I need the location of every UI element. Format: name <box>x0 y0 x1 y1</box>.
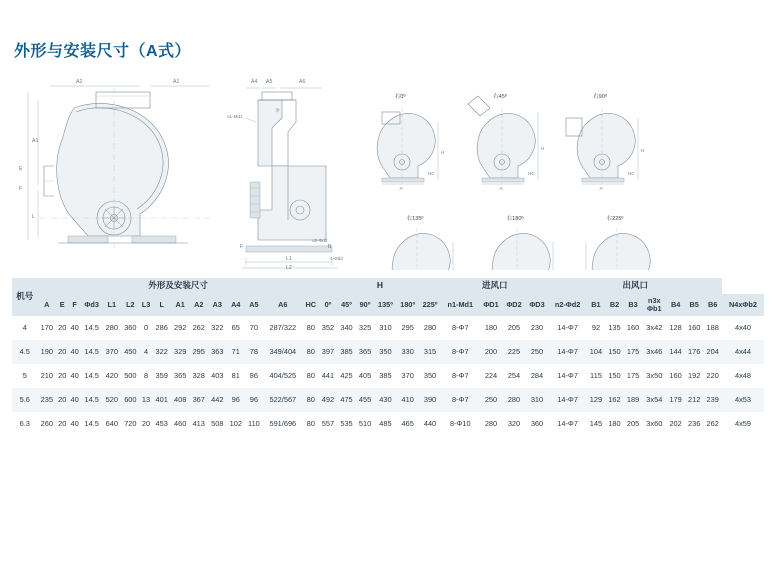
col-h0: 0º <box>319 294 338 316</box>
left-elevation-view <box>19 79 210 250</box>
cell: 370 <box>103 340 122 364</box>
cell: 14.5 <box>84 370 99 380</box>
cell: 365 <box>356 340 375 364</box>
cell: 102 <box>229 418 242 428</box>
cell: 401 <box>152 388 171 412</box>
cell: 4x44 <box>722 340 764 364</box>
cell: 350 <box>423 370 437 380</box>
cell: 110 <box>248 418 260 428</box>
cell: 20 <box>56 340 68 364</box>
col-A2: A2 <box>189 294 208 316</box>
cell: 600 <box>121 388 140 412</box>
cell: 328 <box>192 370 205 380</box>
svg-text:E: E <box>19 166 23 172</box>
orientation-view-0 <box>377 92 444 191</box>
col-B5: B5 <box>685 294 704 316</box>
cell: 508 <box>211 418 224 428</box>
cell: 180 <box>608 418 621 428</box>
cell: 239 <box>703 388 722 412</box>
cell: 175 <box>626 370 640 380</box>
cell: 8-Φ10 <box>449 418 471 428</box>
cell: 14.5 <box>81 388 103 412</box>
cell: 80 <box>306 322 315 332</box>
cell: 360 <box>124 322 137 332</box>
cell: 150 <box>608 370 621 380</box>
cell: 14.5 <box>81 340 103 364</box>
col-PhiD1: ΦD1 <box>479 294 502 316</box>
cell: 175 <box>624 340 643 364</box>
cell: 442 <box>208 388 227 412</box>
svg-text:A: A <box>399 186 403 191</box>
cell: 224 <box>484 370 498 380</box>
cell: 70 <box>249 322 259 332</box>
svg-text:右135º: 右135º <box>406 216 424 222</box>
cell: 205 <box>626 418 640 428</box>
cell: 212 <box>685 388 704 412</box>
cell: 370 <box>401 370 414 380</box>
cell: 455 <box>356 388 375 412</box>
cell: 287/322 <box>269 322 297 332</box>
cell: 262 <box>192 322 205 332</box>
svg-text:L1: L1 <box>286 256 292 262</box>
col-B1: B1 <box>587 294 606 316</box>
cell: 413 <box>192 418 205 428</box>
cell: 4x59 <box>734 418 751 428</box>
svg-text:A4: A4 <box>251 79 258 85</box>
col-Phid3: Φd3 <box>81 294 103 316</box>
col-L1: L1 <box>103 294 122 316</box>
cell: 96 <box>227 388 246 412</box>
cell: 80 <box>303 340 319 364</box>
spec-table-wrap <box>12 278 764 436</box>
spec-table-body <box>12 316 764 436</box>
cell: 8-Φ7 <box>441 340 479 364</box>
cell: 135 <box>608 322 621 332</box>
cell: 3x42 <box>646 322 663 332</box>
cell: 557 <box>321 418 335 428</box>
drawing-area <box>10 70 766 270</box>
cell: 262 <box>706 418 719 428</box>
svg-text:F: F <box>19 186 23 192</box>
cell: 315 <box>419 340 441 364</box>
cell: 322 <box>152 340 171 364</box>
col-n3xPhib1: n3x Φb1 <box>642 294 666 316</box>
cell: 500 <box>124 370 137 380</box>
svg-text:右0º: 右0º <box>394 94 406 100</box>
cell-model: 5 <box>22 370 27 380</box>
cell: 322 <box>211 322 224 332</box>
table-group-header-row <box>12 278 764 294</box>
cell: 81 <box>231 370 240 380</box>
cell: 189 <box>624 388 643 412</box>
svg-text:右180º: 右180º <box>506 216 524 222</box>
svg-text:L2: L2 <box>286 265 292 270</box>
col-L: L <box>152 294 171 316</box>
cell: 115 <box>590 370 602 380</box>
cell: 260 <box>40 418 53 428</box>
cell: 365 <box>174 370 187 380</box>
table-column-header-row <box>12 294 764 316</box>
table-row <box>12 364 764 388</box>
cell: 360 <box>530 418 544 428</box>
cell: 460 <box>174 418 187 428</box>
cell: 40 <box>70 322 79 332</box>
cell: 20 <box>141 418 151 428</box>
cell: 13 <box>140 388 153 412</box>
group-header-dimensions: 外形及安装尺寸 <box>38 278 319 294</box>
cell: 385 <box>379 370 392 380</box>
col-B6: B6 <box>703 294 722 316</box>
svg-text:A1: A1 <box>32 138 39 144</box>
cell: 510 <box>358 418 372 428</box>
cell: 162 <box>605 388 624 412</box>
cell: 192 <box>687 370 701 380</box>
col-A6: A6 <box>263 294 303 316</box>
group-header-h: H <box>319 278 441 294</box>
cell: 465 <box>401 418 414 428</box>
cell: 40 <box>70 370 79 380</box>
cell: 295 <box>401 322 414 332</box>
cell: 210 <box>40 370 53 380</box>
cell: 150 <box>605 340 624 364</box>
cell: 349/404 <box>263 340 303 364</box>
col-A: A <box>38 294 57 316</box>
orientation-view-90 <box>566 92 644 191</box>
svg-text:伞: 伞 <box>275 108 280 113</box>
table-row <box>12 388 764 412</box>
cell: 202 <box>669 418 682 428</box>
cell: 205 <box>507 322 521 332</box>
col-h180: 180º <box>397 294 419 316</box>
cell: 0 <box>143 322 149 332</box>
cell: 80 <box>306 370 315 380</box>
cell: 284 <box>530 370 544 380</box>
orientation-view-225 <box>576 214 656 270</box>
table-row <box>12 412 764 436</box>
group-header-model: 机号 <box>12 278 38 316</box>
svg-text:A1: A1 <box>173 79 180 85</box>
cell: 14.5 <box>84 418 99 428</box>
orientation-view-45 <box>468 92 544 191</box>
cell: 220 <box>706 370 719 380</box>
svg-text:L: L <box>32 214 35 220</box>
cell: 390 <box>419 388 441 412</box>
orientation-view-180 <box>492 214 559 270</box>
svg-text:右90º: 右90º <box>593 94 607 100</box>
cell: 292 <box>174 322 187 332</box>
cell: 522/567 <box>263 388 303 412</box>
svg-text:A6: A6 <box>299 79 306 85</box>
cell: 320 <box>507 418 521 428</box>
cell: 453 <box>155 418 168 428</box>
cell: 8-Φ7 <box>452 322 469 332</box>
orientation-view-135 <box>382 214 459 270</box>
cell: 8 <box>143 370 149 380</box>
col-A3: A3 <box>208 294 227 316</box>
cell: 14-Φ7 <box>548 388 586 412</box>
cell: 145 <box>589 418 603 428</box>
cell: 176 <box>685 340 704 364</box>
cell: 3x60 <box>646 418 663 428</box>
cell: 720 <box>124 418 137 428</box>
svg-text:HC: HC <box>628 171 635 176</box>
cell: 40 <box>70 418 79 428</box>
cell: 295 <box>189 340 208 364</box>
cell: 475 <box>337 388 356 412</box>
col-L3: L3 <box>140 294 153 316</box>
col-N4xPhib2: N4xΦb2 <box>722 294 764 316</box>
cell: 310 <box>525 388 548 412</box>
col-PhiD2: ΦD2 <box>502 294 525 316</box>
cell: 441 <box>321 370 335 380</box>
svg-text:F: F <box>240 244 244 250</box>
cell: 425 <box>340 370 353 380</box>
col-A4: A4 <box>227 294 246 316</box>
cell: 40 <box>68 340 80 364</box>
svg-text:H: H <box>441 150 445 155</box>
cell: 190 <box>38 340 57 364</box>
table-row <box>12 340 764 364</box>
svg-text:B: B <box>328 244 332 250</box>
cell: 65 <box>231 322 240 332</box>
cell: 86 <box>249 370 259 380</box>
col-B2: B2 <box>605 294 624 316</box>
cell: 20 <box>56 388 68 412</box>
col-B3: B3 <box>624 294 643 316</box>
svg-text:4-Φd3: 4-Φd3 <box>330 256 343 261</box>
col-h135: 135º <box>374 294 396 316</box>
cell: 104 <box>587 340 606 364</box>
cell: 440 <box>423 418 437 428</box>
section-view <box>227 79 343 270</box>
cell: 179 <box>666 388 685 412</box>
cell-model: 5.6 <box>12 388 38 412</box>
cell: 14.5 <box>84 322 99 332</box>
col-E: E <box>56 294 68 316</box>
cell: 78 <box>245 340 263 364</box>
col-A5: A5 <box>245 294 263 316</box>
cell: 410 <box>397 388 419 412</box>
col-B4: B4 <box>666 294 685 316</box>
cell: 359 <box>155 370 168 380</box>
cell: 330 <box>397 340 419 364</box>
cell: 397 <box>319 340 338 364</box>
cell: 160 <box>669 370 682 380</box>
cell: 340 <box>340 322 353 332</box>
cell: 236 <box>687 418 701 428</box>
cell: 3x50 <box>646 370 663 380</box>
cell: 225 <box>502 340 525 364</box>
cell: 4x53 <box>722 388 764 412</box>
cell-model: 6.3 <box>19 418 30 428</box>
cell: 430 <box>374 388 396 412</box>
cell: 92 <box>591 322 601 332</box>
cell: 420 <box>105 370 118 380</box>
cell: 591/696 <box>269 418 297 428</box>
cell: 403 <box>211 370 224 380</box>
col-A1: A1 <box>171 294 190 316</box>
svg-text:右45º: 右45º <box>493 94 507 100</box>
svg-text:H: H <box>541 146 545 151</box>
cell: 329 <box>171 340 190 364</box>
cell: 180 <box>484 322 498 332</box>
orientation-views <box>377 92 656 270</box>
cell: 535 <box>340 418 353 428</box>
svg-text:A: A <box>599 186 603 191</box>
cell: 4x48 <box>734 370 751 380</box>
cell: 160 <box>626 322 640 332</box>
svg-text:n1-Md1: n1-Md1 <box>227 114 243 119</box>
cell: 4 <box>140 340 153 364</box>
cell: 188 <box>706 322 719 332</box>
cell: 204 <box>703 340 722 364</box>
cell: 14-Φ7 <box>557 322 578 332</box>
cell: 20 <box>58 322 67 332</box>
svg-text:HC: HC <box>428 171 435 176</box>
cell: 385 <box>337 340 356 364</box>
cell: 14-Φ7 <box>548 340 586 364</box>
col-HC: HC <box>303 294 319 316</box>
svg-text:A2: A2 <box>76 79 83 85</box>
cell: 450 <box>121 340 140 364</box>
svg-text:HC: HC <box>528 171 535 176</box>
cell: 363 <box>208 340 227 364</box>
cell: 128 <box>669 322 682 332</box>
cell: 350 <box>374 340 396 364</box>
cell: 20 <box>58 418 67 428</box>
col-h225: 225º <box>419 294 441 316</box>
cell: 310 <box>379 322 392 332</box>
cell: 280 <box>423 322 437 332</box>
cell: 485 <box>379 418 392 428</box>
col-h90: 90º <box>356 294 375 316</box>
cell: 286 <box>155 322 168 332</box>
cell: 160 <box>687 322 701 332</box>
cell: 40 <box>68 388 80 412</box>
cell: 80 <box>303 388 319 412</box>
cell: 352 <box>321 322 335 332</box>
cell: 280 <box>105 322 118 332</box>
cell: 4x40 <box>734 322 751 332</box>
cell: 408 <box>171 388 190 412</box>
cell: 230 <box>530 322 544 332</box>
cell: 3x54 <box>642 388 666 412</box>
col-L2: L2 <box>121 294 140 316</box>
table-row <box>12 316 764 340</box>
cell: 235 <box>38 388 57 412</box>
cell: 250 <box>479 388 502 412</box>
cell: 3x46 <box>642 340 666 364</box>
cell: 129 <box>587 388 606 412</box>
cell: 96 <box>245 388 263 412</box>
svg-text:A: A <box>499 186 503 191</box>
svg-text:n2-Φd2: n2-Φd2 <box>312 238 328 243</box>
cell: 200 <box>479 340 502 364</box>
cell: 280 <box>484 418 498 428</box>
cell: 8-Φ7 <box>441 388 479 412</box>
cell: 170 <box>40 322 53 332</box>
col-F: F <box>68 294 80 316</box>
cell: 20 <box>58 370 67 380</box>
col-h45: 45º <box>337 294 356 316</box>
svg-text:H: H <box>641 148 645 153</box>
cell: 492 <box>319 388 338 412</box>
cell: 14-Φ7 <box>557 418 578 428</box>
cell: 520 <box>103 388 122 412</box>
cell: 405 <box>358 370 372 380</box>
cell: 280 <box>502 388 525 412</box>
cell: 71 <box>227 340 246 364</box>
cell: 640 <box>105 418 118 428</box>
cell: 14-Φ7 <box>557 370 578 380</box>
cell: 367 <box>189 388 208 412</box>
cell: 8-Φ7 <box>452 370 469 380</box>
cell: 80 <box>306 418 315 428</box>
cell-model: 4.5 <box>12 340 38 364</box>
group-header-outlet: 出风口 <box>548 278 721 294</box>
cell: 250 <box>525 340 548 364</box>
cell: 325 <box>358 322 372 332</box>
group-header-inlet: 进风口 <box>441 278 548 294</box>
col-PhiD3: ΦD3 <box>525 294 548 316</box>
svg-text:A5: A5 <box>266 79 273 85</box>
spec-table <box>12 278 764 436</box>
col-n1Md1: n1-Md1 <box>441 294 479 316</box>
cell: 144 <box>666 340 685 364</box>
svg-text:右225º: 右225º <box>606 216 624 222</box>
cell: 404/525 <box>269 370 297 380</box>
page-title: 外形与安装尺寸（A式） <box>14 43 192 60</box>
col-n2Phid2: n2-Φd2 <box>548 294 586 316</box>
cell: 254 <box>507 370 521 380</box>
cell-model: 4 <box>22 322 27 332</box>
